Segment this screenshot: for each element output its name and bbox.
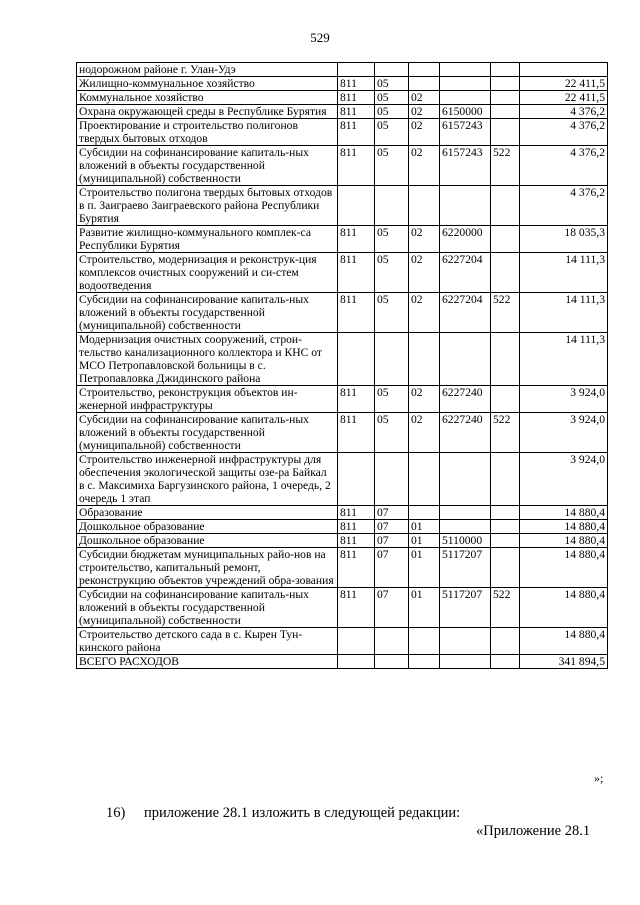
table-row [77, 293, 608, 333]
section-cell: 05 [375, 226, 409, 253]
target-article-cell [440, 506, 491, 520]
target-article-cell [440, 453, 491, 506]
section-cell [375, 655, 409, 669]
amendment-line [106, 805, 460, 822]
expense-type-cell [491, 63, 520, 77]
table-row [77, 186, 608, 226]
expense-type-cell [491, 105, 520, 119]
item-name-cell: Субсидии на софинансирование капиталь-ных вложений в объекты государственной (муниципальной) собственности [77, 588, 338, 628]
expense-type-cell: 522 [491, 413, 520, 453]
code-811-cell [338, 628, 375, 655]
item-name-cell: Субсидии на софинансирование капиталь-ных вложений в объекты государственной (муниципальной) собственности [77, 293, 338, 333]
section-cell: 05 [375, 293, 409, 333]
section-cell [375, 186, 409, 226]
section-cell: 05 [375, 105, 409, 119]
appendix-heading: «Приложение 28.1 [476, 823, 591, 839]
section-cell: 05 [375, 146, 409, 186]
table-row [77, 77, 608, 91]
subsection-cell: 02 [409, 119, 440, 146]
code-811-cell: 811 [338, 146, 375, 186]
section-cell: 05 [375, 413, 409, 453]
subsection-cell: 01 [409, 520, 440, 534]
amount-cell: 3 924,0 [520, 386, 608, 413]
amount-cell: 14 880,4 [520, 506, 608, 520]
target-article-cell: 6150000 [440, 105, 491, 119]
expense-type-cell [491, 548, 520, 588]
code-811-cell: 811 [338, 588, 375, 628]
amount-cell: 14 880,4 [520, 548, 608, 588]
table-row [77, 506, 608, 520]
section-cell [375, 333, 409, 386]
target-article-cell: 5117207 [440, 548, 491, 588]
subsection-cell: 01 [409, 534, 440, 548]
code-811-cell [338, 333, 375, 386]
subsection-cell: 02 [409, 386, 440, 413]
amount-cell: 4 376,2 [520, 146, 608, 186]
expense-type-cell [491, 91, 520, 105]
item-name-cell: Модернизация очистных сооружений, строи-тельство канализационного коллектора и КНС от МСО Петропавловской больницы в с. Петропавловка Джидинского района [77, 333, 338, 386]
table-row [77, 548, 608, 588]
code-811-cell: 811 [338, 534, 375, 548]
amount-cell: 18 035,3 [520, 226, 608, 253]
target-article-cell: 6227204 [440, 253, 491, 293]
target-article-cell: 5110000 [440, 534, 491, 548]
code-811-cell: 811 [338, 520, 375, 534]
amount-cell: 14 111,3 [520, 333, 608, 386]
subsection-cell [409, 186, 440, 226]
expense-type-cell [491, 253, 520, 293]
code-811-cell: 811 [338, 253, 375, 293]
section-cell: 07 [375, 534, 409, 548]
expense-type-cell [491, 655, 520, 669]
amount-cell: 341 894,5 [520, 655, 608, 669]
page-number: 529 [310, 30, 330, 45]
subsection-cell: 02 [409, 105, 440, 119]
amount-cell: 14 111,3 [520, 293, 608, 333]
table-row [77, 333, 608, 386]
code-811-cell: 811 [338, 293, 375, 333]
table-row [77, 253, 608, 293]
section-cell: 05 [375, 386, 409, 413]
table-row [77, 520, 608, 534]
expense-type-cell [491, 119, 520, 146]
table-row [77, 628, 608, 655]
section-cell: 07 [375, 548, 409, 588]
amount-cell: 14 880,4 [520, 628, 608, 655]
expense-type-cell: 522 [491, 588, 520, 628]
expense-type-cell [491, 226, 520, 253]
amount-cell: 22 411,5 [520, 91, 608, 105]
target-article-cell: 6157243 [440, 146, 491, 186]
amount-cell: 14 880,4 [520, 534, 608, 548]
code-811-cell [338, 63, 375, 77]
section-cell: 05 [375, 91, 409, 105]
amount-cell: 4 376,2 [520, 186, 608, 226]
amount-cell: 22 411,5 [520, 77, 608, 91]
section-cell: 07 [375, 588, 409, 628]
amount-cell: 14 880,4 [520, 520, 608, 534]
expense-type-cell [491, 77, 520, 91]
item-name-cell: Коммунальное хозяйство [77, 91, 338, 105]
table-row [77, 226, 608, 253]
expense-type-cell: 522 [491, 146, 520, 186]
target-article-cell [440, 520, 491, 534]
item-name-cell: Строительство детского сада в с. Кырен Тун-кинского района [77, 628, 338, 655]
table-row [77, 413, 608, 453]
section-cell: 05 [375, 77, 409, 91]
target-article-cell: 6157243 [440, 119, 491, 146]
item-name-cell: Проектирование и строительство полигонов твердых бытовых отходов [77, 119, 338, 146]
expense-type-cell [491, 186, 520, 226]
table-row [77, 386, 608, 413]
item-name-cell: Жилищно-коммунальное хозяйство [77, 77, 338, 91]
amount-cell: 14 880,4 [520, 588, 608, 628]
section-cell: 07 [375, 520, 409, 534]
subsection-cell: 01 [409, 548, 440, 588]
target-article-cell: 5117207 [440, 588, 491, 628]
amount-cell: 4 376,2 [520, 105, 608, 119]
subsection-cell: 02 [409, 413, 440, 453]
target-article-cell [440, 655, 491, 669]
subsection-cell: 02 [409, 293, 440, 333]
amendment-text: приложение 28.1 изложить в следующей редакции: [144, 805, 461, 821]
table-row [77, 534, 608, 548]
code-811-cell [338, 655, 375, 669]
amount-cell: 14 111,3 [520, 253, 608, 293]
subsection-cell [409, 628, 440, 655]
code-811-cell: 811 [338, 77, 375, 91]
expense-type-cell [491, 534, 520, 548]
expense-type-cell: 522 [491, 293, 520, 333]
target-article-cell [440, 63, 491, 77]
code-811-cell: 811 [338, 548, 375, 588]
code-811-cell: 811 [338, 413, 375, 453]
code-811-cell: 811 [338, 226, 375, 253]
table-row [77, 105, 608, 119]
subsection-cell [409, 77, 440, 91]
amendment-number: 16) [106, 805, 126, 821]
item-name-cell: Строительство, реконструкция объектов ин-женерной инфраструктуры [77, 386, 338, 413]
table-row [77, 63, 608, 77]
subsection-cell: 02 [409, 226, 440, 253]
expense-type-cell [491, 333, 520, 386]
table-body [77, 63, 608, 669]
target-article-cell [440, 333, 491, 386]
code-811-cell: 811 [338, 91, 375, 105]
amount-cell: 3 924,0 [520, 453, 608, 506]
budget-table [76, 62, 608, 669]
target-article-cell: 6220000 [440, 226, 491, 253]
amount-cell: 3 924,0 [520, 413, 608, 453]
item-name-cell: Развитие жилищно-коммунального комплек-са Республики Бурятия [77, 226, 338, 253]
section-cell [375, 63, 409, 77]
table-row [77, 91, 608, 105]
expense-type-cell [491, 453, 520, 506]
target-article-cell [440, 628, 491, 655]
code-811-cell: 811 [338, 119, 375, 146]
table-row [77, 146, 608, 186]
target-article-cell: 6227240 [440, 413, 491, 453]
section-cell: 05 [375, 253, 409, 293]
table-row [77, 453, 608, 506]
subsection-cell [409, 333, 440, 386]
table-row [77, 119, 608, 146]
code-811-cell [338, 453, 375, 506]
item-name-cell: Дошкольное образование [77, 534, 338, 548]
item-name-cell: Образование [77, 506, 338, 520]
subsection-cell [409, 655, 440, 669]
amount-cell: 4 376,2 [520, 119, 608, 146]
amount-cell [520, 63, 608, 77]
table-row [77, 655, 608, 669]
item-name-cell: Строительство инженерной инфраструктуры для обеспечения экологической защиты озе-ра Байкал в с. Максимиха Баргузинского района, 1 очередь, 2 очередь 1 этап [77, 453, 338, 506]
item-name-cell: нодорожном районе г. Улан-Удэ [77, 63, 338, 77]
section-cell [375, 628, 409, 655]
section-cell: 07 [375, 506, 409, 520]
subsection-cell: 01 [409, 588, 440, 628]
code-811-cell [338, 186, 375, 226]
target-article-cell: 6227240 [440, 386, 491, 413]
target-article-cell [440, 91, 491, 105]
expense-type-cell [491, 386, 520, 413]
item-name-cell: Охрана окружающей среды в Республике Бурятия [77, 105, 338, 119]
subsection-cell [409, 63, 440, 77]
expense-type-cell [491, 520, 520, 534]
code-811-cell: 811 [338, 386, 375, 413]
subsection-cell [409, 506, 440, 520]
expense-type-cell [491, 506, 520, 520]
item-name-cell: Строительство, модернизация и реконструк-ция комплексов очистных сооружений и си-стем водоотведения [77, 253, 338, 293]
code-811-cell: 811 [338, 105, 375, 119]
closing-quote-mark: »; [594, 771, 604, 785]
item-name-cell: Строительство полигона твердых бытовых отходов в п. Заиграево Заиграевского района Республики Бурятия [77, 186, 338, 226]
section-cell: 05 [375, 119, 409, 146]
table-row [77, 588, 608, 628]
item-name-cell: Субсидии на софинансирование капиталь-ных вложений в объекты государственной (муниципальной) собственности [77, 413, 338, 453]
item-name-cell: Дошкольное образование [77, 520, 338, 534]
target-article-cell [440, 186, 491, 226]
subsection-cell: 02 [409, 146, 440, 186]
expense-type-cell [491, 628, 520, 655]
code-811-cell: 811 [338, 506, 375, 520]
section-cell [375, 453, 409, 506]
target-article-cell [440, 77, 491, 91]
subsection-cell [409, 453, 440, 506]
target-article-cell: 6227204 [440, 293, 491, 333]
subsection-cell: 02 [409, 253, 440, 293]
item-name-cell: Субсидии бюджетам муниципальных райо-нов на строительство, капитальный ремонт, реконструкцию объектов учреждений обра-зования [77, 548, 338, 588]
item-name-cell: ВСЕГО РАСХОДОВ [77, 655, 338, 669]
item-name-cell: Субсидии на софинансирование капиталь-ных вложений в объекты государственной (муниципальной) собственности [77, 146, 338, 186]
subsection-cell: 02 [409, 91, 440, 105]
